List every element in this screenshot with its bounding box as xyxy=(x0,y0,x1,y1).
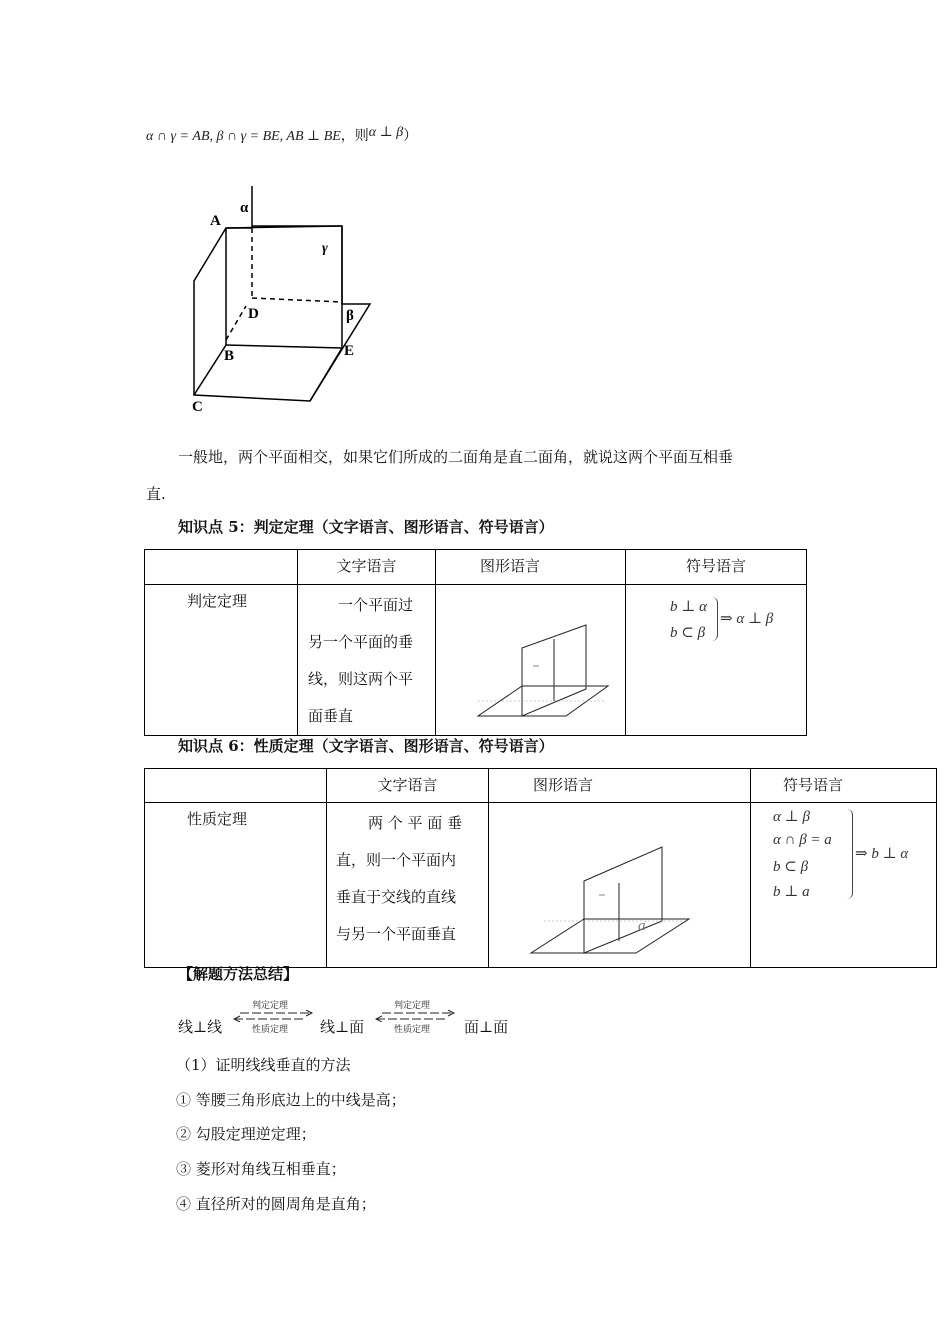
kp6-row-label-text: 性质定理 xyxy=(187,810,248,828)
kp5-text-line-3: 线，则这两个平 xyxy=(308,670,414,688)
kp5-text-line-1: 一个平面过 xyxy=(338,596,414,614)
summary-heading: 【解题方法总结】 xyxy=(178,965,299,983)
chain-arrow-1 xyxy=(232,998,312,1034)
formula-conclusion: α ⊥ β xyxy=(368,125,404,140)
chain-arrow-2-top-label: 判定定理 xyxy=(394,1001,431,1011)
edge-B-C xyxy=(194,345,226,395)
label-D: D xyxy=(248,306,259,322)
double-arrow-icon xyxy=(374,1010,456,1022)
kp5-symbol-2: b ⊂ β xyxy=(670,625,706,641)
kp5-brace xyxy=(712,597,718,641)
formula-conditions: α ∩ γ = AB, β ∩ γ = BE, AB ⊥ BE xyxy=(146,129,341,144)
kp5-figure-cell xyxy=(436,585,626,736)
kp5-header-symbol-lang: 符号语言 xyxy=(626,550,807,585)
chain-arrow-1-top-label: 判定定理 xyxy=(252,1001,289,1011)
chain-arrow-2 xyxy=(374,998,456,1034)
method-item-3: ③ 菱形对角线互相垂直； xyxy=(176,1160,346,1178)
kp6-fig-label-a: a xyxy=(638,918,646,934)
kp6-row-label xyxy=(145,803,327,968)
premise-formula xyxy=(146,126,417,145)
kp6-header-figure-lang: 图形语言 xyxy=(489,769,751,803)
formula-close-paren: ） xyxy=(403,128,418,144)
label-E: E xyxy=(344,343,355,359)
kp6-symbol-cell xyxy=(751,803,937,968)
kp6-heading: 知识点 6：性质定理（文字语言、图形语言、符号语言） xyxy=(178,737,554,755)
definition-line-2: 直. xyxy=(146,485,166,503)
kp6-text-line-3: 垂直于交线的直线 xyxy=(336,888,457,906)
chain-arrow-1-bottom-label: 性质定理 xyxy=(252,1025,289,1035)
edge-AE-top xyxy=(226,226,342,228)
kp6-header-empty xyxy=(145,769,327,803)
chain-node-line-line: 线⊥线 xyxy=(178,1018,223,1036)
kp6-symbol-3: b ⊂ β xyxy=(773,859,809,875)
label-A: A xyxy=(210,213,221,229)
hidden-DE xyxy=(252,298,342,302)
definition-line-1: 一般地，两个平面相交，如果它们所成的二面角是直二面角，就说这两个平面互相垂 xyxy=(178,448,734,466)
perpendicular-chain xyxy=(178,998,578,1040)
kp5-figure xyxy=(436,585,626,731)
kp6-text-cell xyxy=(327,803,489,968)
label-gamma: γ xyxy=(322,241,328,256)
kp6-header-symbol-lang: 符号语言 xyxy=(751,769,937,803)
edge-BE xyxy=(226,345,342,348)
edge-beta-right xyxy=(310,348,342,401)
kp6-result: ⇒ b ⊥ α xyxy=(855,846,909,862)
chain-node-line-plane: 线⊥面 xyxy=(320,1018,365,1036)
kp6-figure xyxy=(489,803,751,963)
kp5-symbol-cell xyxy=(626,585,807,736)
kp5-symbol-1: b ⊥ α xyxy=(670,599,707,615)
kp6-figure-cell xyxy=(489,803,751,968)
kp6-brace xyxy=(847,809,853,899)
kp6-symbol-2: α ∩ β = a xyxy=(773,832,832,848)
kp6-table xyxy=(144,768,937,968)
kp5-text-line-4: 面垂直 xyxy=(308,707,354,725)
kp5-header-figure-lang: 图形语言 xyxy=(436,550,626,585)
kp5-text-line-2: 另一个平面的垂 xyxy=(308,633,414,651)
kp5-row-label-text: 判定定理 xyxy=(187,592,248,610)
perpendicular-planes-figure xyxy=(180,180,390,420)
formula-then: ，则 xyxy=(340,128,369,144)
kp6-symbol-1: α ⊥ β xyxy=(773,809,810,825)
kp5-header-text-lang: 文字语言 xyxy=(298,550,436,585)
label-B: B xyxy=(224,348,235,364)
label-alpha: α xyxy=(240,200,249,216)
kp6-text-line-4: 与另一个平面垂直 xyxy=(336,925,457,943)
method-item-4: ④ 直径所对的圆周角是直角； xyxy=(176,1195,376,1213)
method-item-2: ② 勾股定理逆定理； xyxy=(176,1125,316,1143)
chain-node-plane-plane: 面⊥面 xyxy=(464,1018,509,1036)
chain-arrow-2-bottom-label: 性质定理 xyxy=(394,1025,431,1035)
double-arrow-icon xyxy=(232,1010,314,1022)
kp6-text-line-2: 直，则一个平面内 xyxy=(336,851,457,869)
method-title: （1）证明线线垂直的方法 xyxy=(176,1056,351,1074)
kp5-row-label xyxy=(145,585,298,736)
kp6-text-line-1: 两 个 平 面 垂 xyxy=(368,814,463,832)
label-C: C xyxy=(192,399,203,415)
kp6-symbol-4: b ⊥ a xyxy=(773,884,810,900)
method-item-1: ① 等腰三角形底边上的中线是高； xyxy=(176,1091,406,1109)
kp6-header-text-lang: 文字语言 xyxy=(327,769,489,803)
hidden-BD xyxy=(226,306,246,340)
label-beta: β xyxy=(346,308,354,324)
kp5-text-cell xyxy=(298,585,436,736)
kp5-header-empty xyxy=(145,550,298,585)
kp5-heading: 知识点 5：判定定理（文字语言、图形语言、符号语言） xyxy=(178,518,554,536)
kp6-horizontal-plane xyxy=(531,919,689,953)
kp5-result: ⇒ α ⊥ β xyxy=(720,611,774,627)
kp5-table xyxy=(144,549,807,736)
kp6-vertical-plane xyxy=(584,847,662,919)
